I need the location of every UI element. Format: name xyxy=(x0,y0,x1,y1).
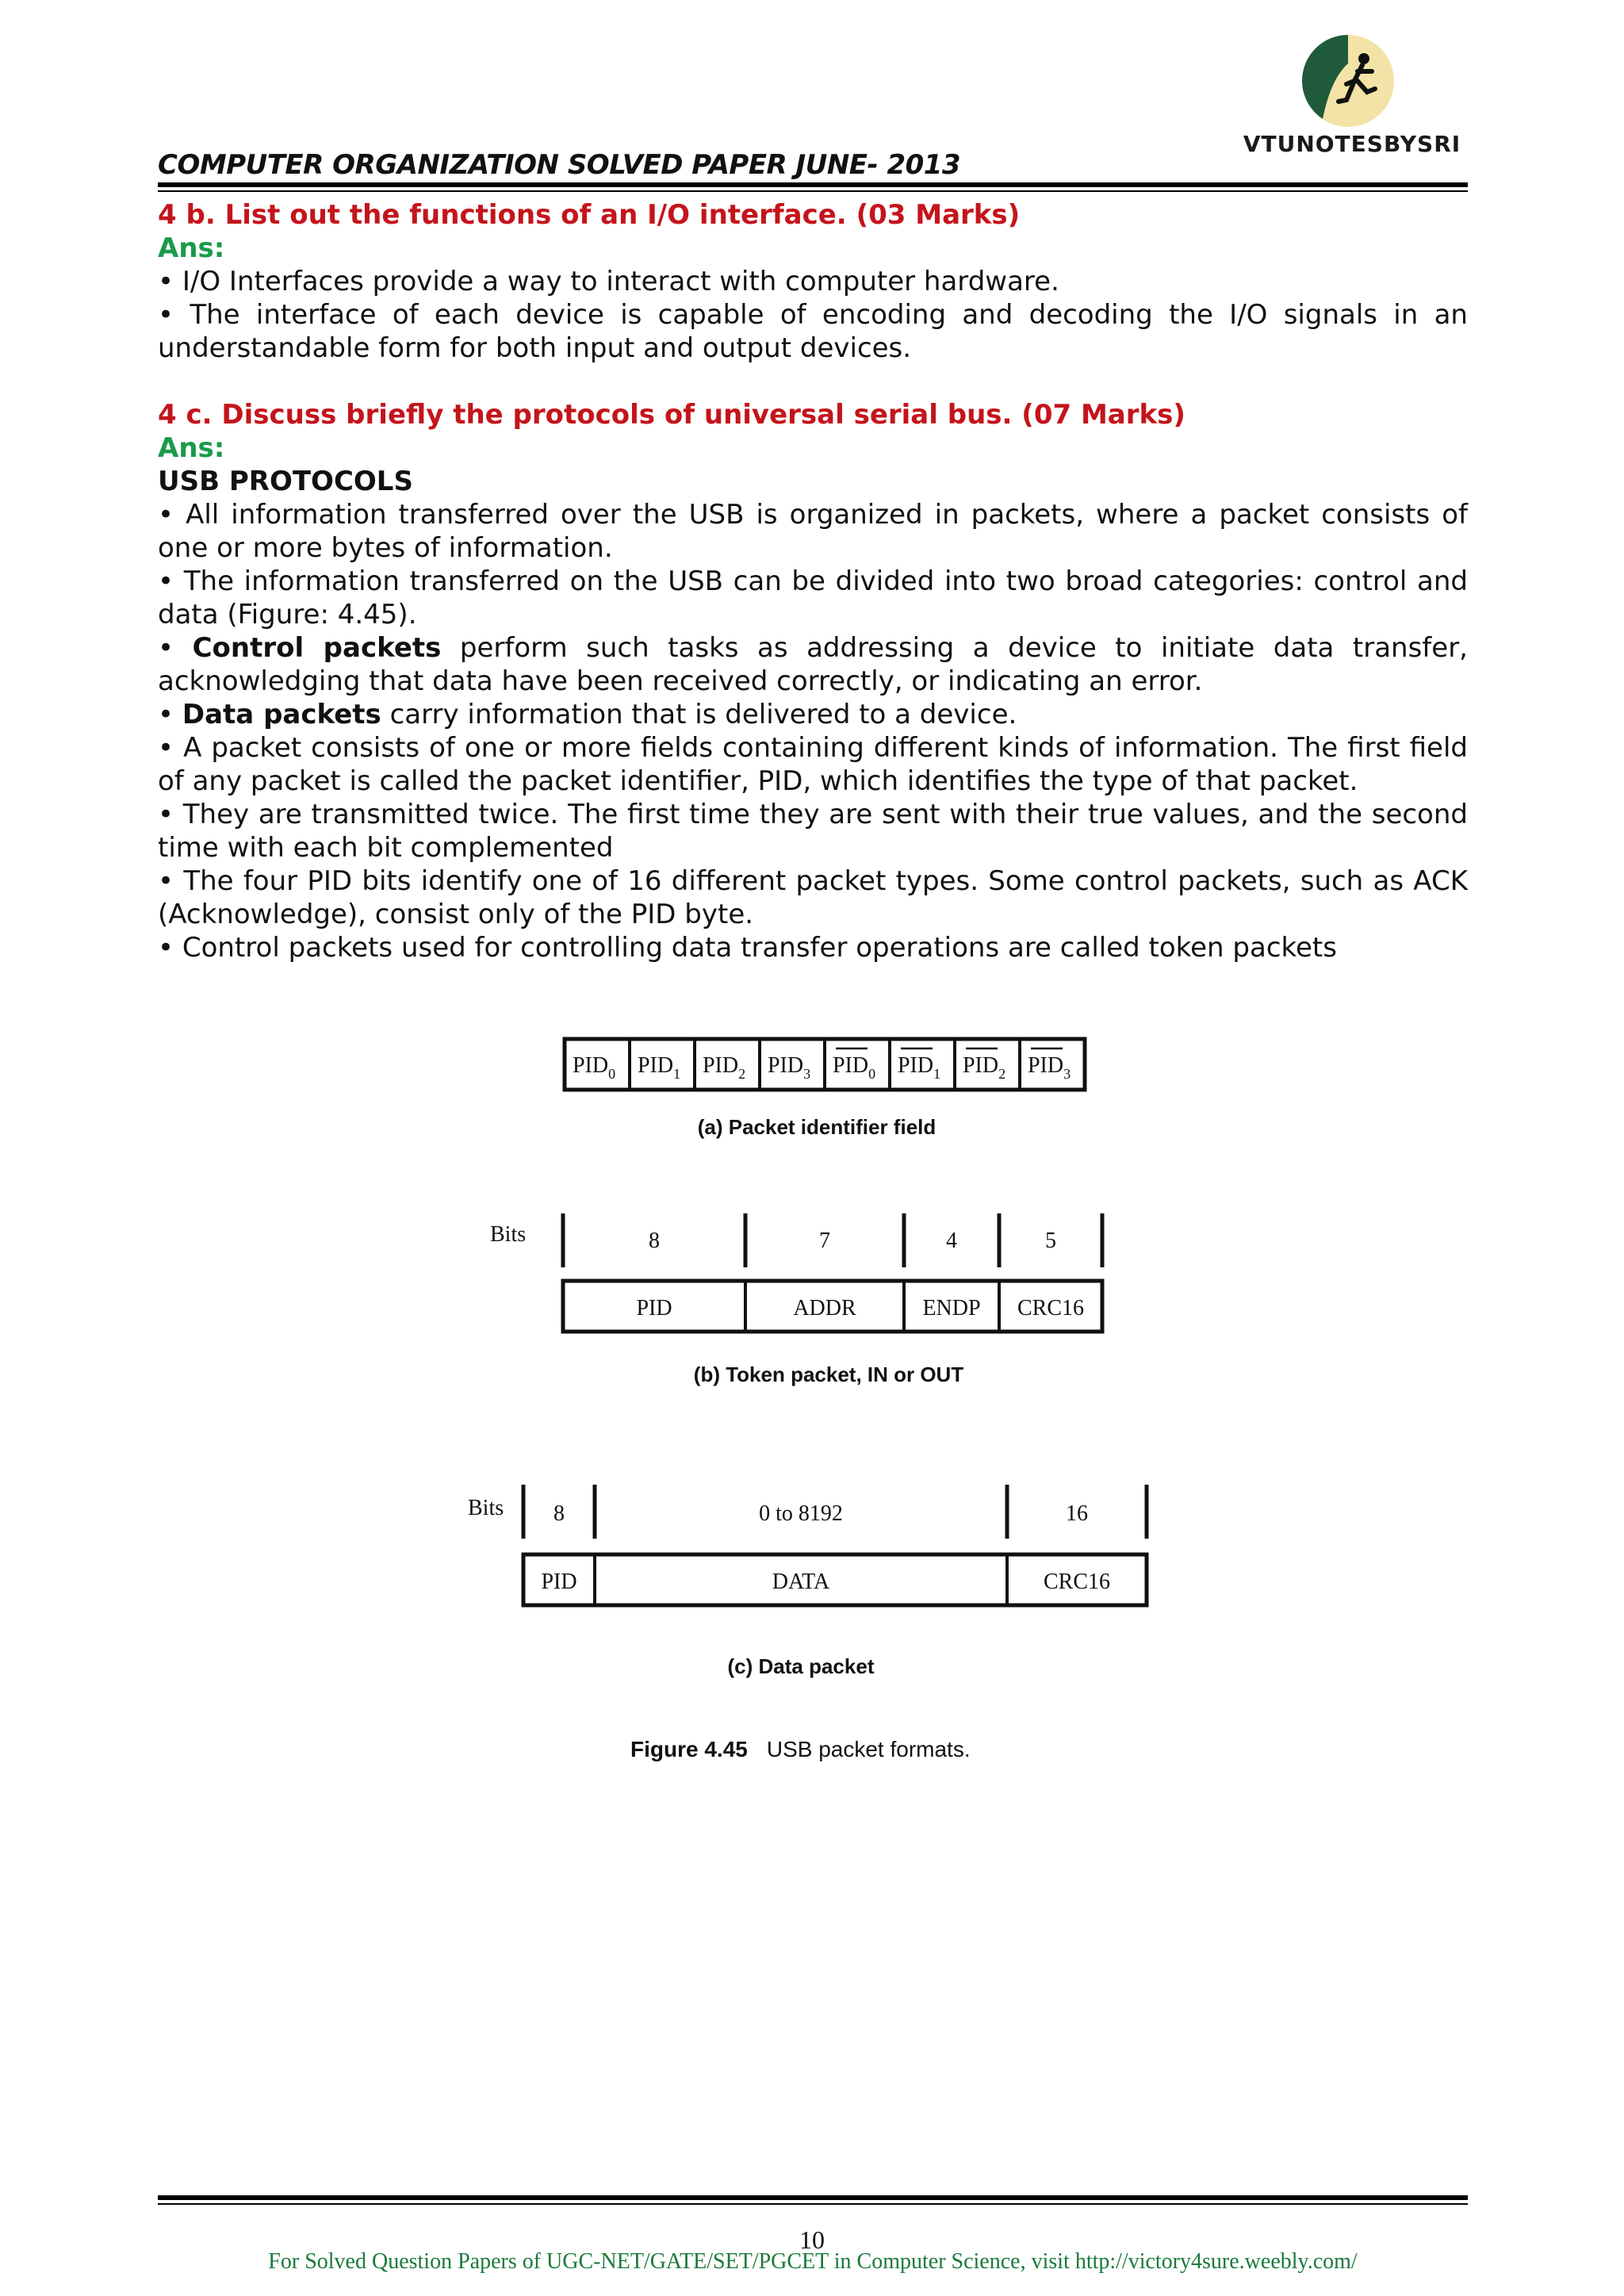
bullet-4c-6: • They are transmitted twice. The first time they are sent with their true values, and the second time with each bit complemented xyxy=(158,798,1468,864)
header-rule xyxy=(158,182,1468,187)
bullet-4c-1: • All information transferred over the USB is organized in packets, where a packet consists of one or more bytes of information. xyxy=(158,498,1468,565)
bullet-text: carry information that is delivered to a device. xyxy=(381,699,1017,730)
bullet-4b-1: • I/O Interfaces provide a way to interact with computer hardware. xyxy=(158,265,1468,298)
bullet-4b-2: • The interface of each device is capable of encoding and decoding the I/O signals in an understandable form for both input and output devices. xyxy=(158,298,1468,365)
pid-cell-label: $PID_0$ xyxy=(572,1053,616,1082)
section-heading: USB PROTOCOLS xyxy=(158,466,413,497)
data-bit-count: 16 xyxy=(1066,1501,1088,1526)
data-packet-diagram xyxy=(468,1485,1147,1678)
header-rule-thin xyxy=(158,190,1468,192)
footer-note: For Solved Question Papers of UGC-NET/GATE/SET/PGCET in Computer Science, visit http://victory4sure.weebly.com/ xyxy=(268,2249,1358,2274)
footer-rule xyxy=(158,2195,1468,2200)
pid-cell-label: $PID_1$ xyxy=(637,1053,681,1082)
bullet-4c-8: • Control packets used for controlling data transfer operations are called token packets xyxy=(158,931,1468,964)
token-bit-count: 5 xyxy=(1045,1228,1056,1253)
data-field-label: PID xyxy=(541,1570,577,1594)
usb-packet-formats-figure xyxy=(444,1015,1205,1777)
question-4c: 4 c. Discuss briefly the protocols of universal serial bus. (07 Marks) xyxy=(158,399,1185,431)
data-packet-caption: (c) Data packet xyxy=(727,1654,875,1678)
pid-field-diagram xyxy=(565,1039,1085,1139)
pid-cell-subscript: 0 xyxy=(608,1066,616,1082)
token-packet-caption: (b) Token packet, IN or OUT xyxy=(693,1363,964,1386)
pid-cell-subscript: 3 xyxy=(1063,1066,1071,1082)
pid-cell-label: $PID_3$ xyxy=(767,1053,811,1082)
pid-cell-label: $PID_3$ xyxy=(1027,1053,1071,1082)
answer-label-4c: Ans: xyxy=(158,432,225,464)
document-title: COMPUTER ORGANIZATION SOLVED PAPER JUNE- 2013 xyxy=(158,149,961,181)
token-bit-count: 8 xyxy=(649,1228,660,1253)
token-field-label: ENDP xyxy=(922,1296,981,1320)
bullet-4c-3 xyxy=(158,631,1468,698)
pid-cell-label: $PID_0$ xyxy=(832,1053,876,1082)
climber-logo-icon xyxy=(1299,32,1397,130)
page-number: 10 xyxy=(799,2225,825,2254)
token-field-label: ADDR xyxy=(793,1296,856,1320)
pid-cell-label: $PID_2$ xyxy=(962,1053,1006,1082)
data-bit-count: 8 xyxy=(553,1501,565,1526)
bullet-4c-2: • The information transferred on the USB can be divided into two broad categories: control and data (Figure: 4.45). xyxy=(158,565,1468,631)
token-field-label: PID xyxy=(636,1296,672,1320)
pid-field-caption: (a) Packet identifier field xyxy=(697,1115,936,1139)
page-content xyxy=(158,198,1468,964)
data-bit-count: 0 to 8192 xyxy=(759,1501,843,1526)
bullet-text: perform such tasks as addressing a device to initiate data transfer, acknowledging that data have been received correctly, or indicating an error. xyxy=(158,632,1468,697)
data-bits-label: Bits xyxy=(468,1496,504,1520)
footer-rule-thin xyxy=(158,2203,1468,2205)
question-4b: 4 b. List out the functions of an I/O interface. (03 Marks) xyxy=(158,199,1021,231)
figure-label xyxy=(630,1737,971,1761)
token-field-label: CRC16 xyxy=(1017,1296,1085,1320)
pid-cell-subscript: 2 xyxy=(738,1066,746,1082)
figure-number: Figure 4.45 xyxy=(630,1737,748,1761)
logo-text: VTUNOTESBYSRI xyxy=(1243,131,1461,157)
bullet-4c-4 xyxy=(158,698,1468,731)
bold-term: Data packets xyxy=(182,699,381,730)
data-field-label: CRC16 xyxy=(1043,1570,1111,1594)
token-packet-diagram xyxy=(490,1213,1102,1386)
pid-cell-subscript: 2 xyxy=(998,1066,1006,1082)
pid-cell-label: $PID_2$ xyxy=(702,1053,746,1082)
pid-cell-subscript: 1 xyxy=(673,1066,681,1082)
token-bit-count: 4 xyxy=(946,1228,957,1253)
bold-term: Control packets xyxy=(192,632,442,664)
pid-cell-subscript: 1 xyxy=(933,1066,941,1082)
data-field-label: DATA xyxy=(772,1570,830,1594)
token-bits-label: Bits xyxy=(490,1222,527,1247)
pid-cell-subscript: 0 xyxy=(868,1066,876,1082)
token-bit-count: 7 xyxy=(819,1228,830,1253)
pid-cell-subscript: 3 xyxy=(803,1066,811,1082)
figure-title: USB packet formats. xyxy=(766,1737,971,1761)
bullet-4c-7: • The four PID bits identify one of 16 different packet types. Some control packets, such as ACK (Acknowledge), consist only of the PID byte. xyxy=(158,864,1468,931)
answer-label-4b: Ans: xyxy=(158,232,225,264)
pid-cell-label: $PID_1$ xyxy=(897,1053,941,1082)
bullet-4c-5: • A packet consists of one or more fields containing different kinds of information. The first field of any packet is called the packet identifier, PID, which identifies the type of that packet. xyxy=(158,731,1468,798)
